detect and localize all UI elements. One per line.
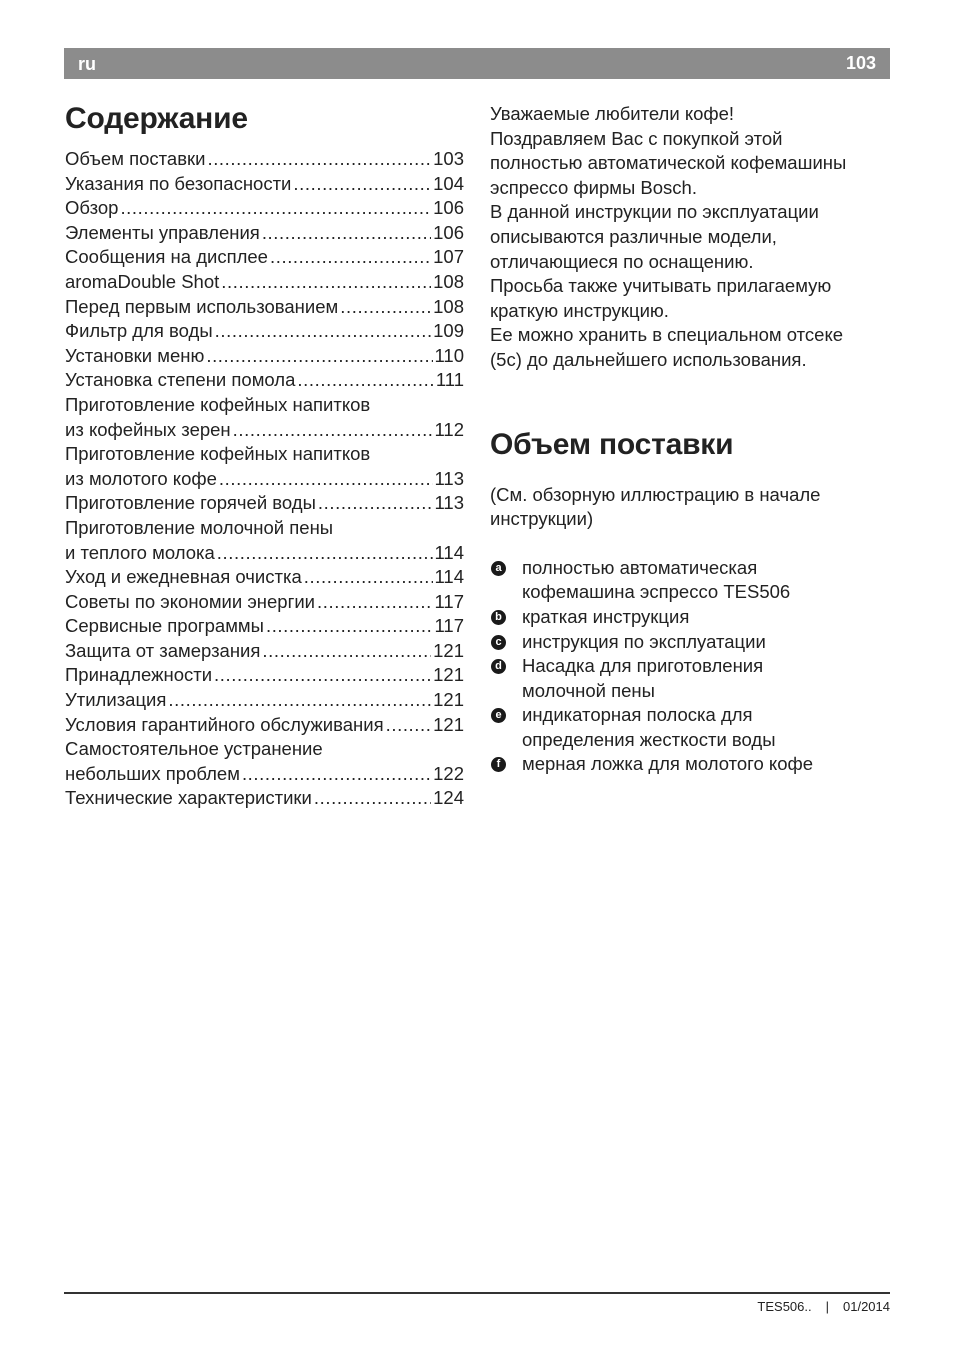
toc-entry-page: 117 (434, 615, 464, 637)
footer-date: 01/2014 (843, 1299, 890, 1314)
toc-entry-page: 111 (435, 369, 464, 391)
toc-entry-title: Приготовление кофейных напитков (65, 443, 371, 465)
toc-line (65, 663, 464, 688)
intro-line: эспрессо фирмы Bosch. (490, 176, 697, 198)
footer (757, 1299, 890, 1314)
contents-column (65, 100, 464, 811)
toc-entry-title: Фильтр для воды (65, 320, 213, 342)
toc-entry-page: 109 (433, 320, 464, 342)
toc-entry-title: Утилизация (65, 689, 167, 711)
toc-leader-dots (386, 713, 432, 738)
toc-entry-page: 103 (433, 148, 464, 169)
delivery-item (490, 703, 890, 752)
toc-line (65, 713, 464, 738)
item-letter-badge: e (491, 708, 506, 723)
toc-line (65, 786, 464, 811)
toc-entry (65, 295, 464, 320)
delivery-item-text: инструкция по эксплуатации (522, 630, 766, 652)
toc-entry-page: 108 (433, 270, 464, 292)
toc-leader-dots (317, 590, 432, 615)
toc-entry-title: Принадлежности (65, 664, 213, 686)
toc-entry-title: из молотого кофе (65, 467, 217, 489)
toc-line (65, 196, 464, 221)
toc-entry-title: Сервисные программы (65, 615, 264, 637)
note-line: (См. обзорную иллюстрацию в начале (490, 483, 821, 505)
header-bar (64, 48, 890, 79)
language-code: ru (78, 54, 96, 74)
item-letter-badge: d (491, 659, 506, 674)
toc-leader-dots (206, 344, 432, 369)
item-letter-badge: b (491, 610, 506, 625)
toc-entry-title: Приготовление горячей воды (65, 492, 316, 514)
toc-entry (65, 196, 464, 221)
toc-leader-dots (297, 368, 434, 393)
toc-entry-page: 106 (433, 221, 464, 243)
footer-separator: | (825, 1299, 829, 1314)
toc-entry-page: 121 (433, 713, 464, 735)
delivery-item (490, 654, 890, 703)
right-column (490, 102, 890, 777)
toc-entry-page: 122 (433, 762, 464, 784)
toc-entry-title: Защита от замерзания (65, 639, 261, 661)
toc-entry (65, 319, 464, 344)
toc-leader-dots (120, 196, 431, 221)
toc-entry-page: 106 (433, 197, 464, 219)
toc-entry-title: Советы по экономии энергии (65, 590, 316, 612)
page-number: 103 (845, 53, 876, 73)
toc-entry (65, 565, 464, 590)
delivery-item-text: кофемашина эспрессо TES506 (522, 581, 791, 603)
toc-entry (65, 663, 464, 688)
toc-leader-dots (242, 762, 431, 787)
toc-entry (65, 491, 464, 516)
toc-entry-title: Указания по безопасности (65, 172, 292, 194)
toc-entry-page: 114 (434, 566, 464, 588)
toc-leader-dots (219, 467, 433, 492)
intro-line: Ее можно хранить в специальном отсеке (490, 324, 844, 346)
toc-entry (65, 393, 464, 442)
toc-entry (65, 442, 464, 491)
intro-line: описываются различные модели, (490, 225, 777, 247)
toc-entry (65, 786, 464, 811)
delivery-note (490, 483, 890, 532)
toc-entry-page: 114 (434, 541, 464, 563)
toc-line (65, 319, 464, 344)
toc-entry-title: из кофейных зерен (65, 418, 231, 440)
item-letter-badge: a (491, 561, 506, 576)
delivery-item-text: индикаторная полоска для (522, 704, 753, 726)
delivery-item-text: краткая инструкция (522, 605, 690, 627)
intro-line: (5c) до дальнейшего использования. (490, 348, 807, 370)
toc-line (65, 614, 464, 639)
toc-entry (65, 221, 464, 246)
toc-entry-title: Установка степени помола (65, 369, 296, 391)
intro-line: Уважаемые любители кофе! (490, 103, 735, 124)
toc-list (65, 147, 464, 811)
delivery-item (490, 556, 890, 605)
delivery-list (490, 556, 890, 777)
toc-entry-page: 121 (433, 689, 464, 711)
delivery-item (490, 605, 890, 630)
toc-line (65, 762, 464, 787)
toc-line (65, 172, 464, 197)
toc-line (65, 295, 464, 320)
item-letter-badge: f (491, 757, 506, 772)
toc-entry-page: 121 (433, 639, 464, 661)
toc-line (65, 565, 464, 590)
toc-line (65, 688, 464, 713)
toc-entry-page: 107 (433, 246, 464, 268)
delivery-title: Объем поставки (490, 427, 734, 461)
toc-leader-dots (168, 688, 431, 713)
toc-entry-title: Элементы управления (65, 221, 260, 243)
toc-leader-dots (262, 221, 431, 246)
toc-entry-page: 117 (434, 590, 464, 612)
intro-line: краткую инструкцию. (490, 299, 669, 321)
toc-line (65, 344, 464, 369)
toc-line (65, 221, 464, 246)
footer-rule (64, 1292, 890, 1294)
toc-entry-title: Условия гарантийного обслуживания (65, 713, 384, 735)
toc-entry (65, 368, 464, 393)
toc-line (65, 491, 464, 516)
delivery-item-text: полностью автоматическая (522, 556, 758, 578)
toc-line (65, 418, 464, 443)
delivery-item-text: молочной пены (522, 679, 655, 701)
toc-line (65, 467, 464, 492)
toc-entry-title: Приготовление молочной пены (65, 516, 334, 538)
toc-leader-dots (318, 491, 433, 516)
delivery-item-text: определения жесткости воды (522, 728, 776, 750)
toc-leader-dots (217, 541, 433, 566)
intro-text (490, 102, 890, 373)
toc-leader-dots (266, 614, 433, 639)
toc-line (65, 590, 464, 615)
toc-entry (65, 737, 464, 786)
contents-title: Содержание (65, 102, 248, 135)
toc-line (65, 147, 464, 172)
footer-model: TES506.. (757, 1299, 812, 1314)
toc-leader-dots (262, 639, 431, 664)
toc-entry-page: 113 (434, 492, 464, 514)
toc-entry-page: 104 (433, 172, 464, 194)
toc-entry (65, 713, 464, 738)
item-letter-badge: c (491, 635, 506, 650)
toc-entry-title: Приготовление кофейных напитков (65, 393, 371, 415)
intro-line: Поздравляем Вас с покупкой этой (490, 127, 783, 149)
toc-line (65, 368, 464, 393)
toc-entry-title: Объем поставки (65, 148, 206, 169)
intro-line: отличающиеся по оснащению. (490, 250, 754, 272)
toc-entry (65, 147, 464, 172)
toc-entry-page: 121 (433, 664, 464, 686)
delivery-item-text: мерная ложка для молотого кофе (522, 753, 814, 775)
intro-line: полностью автоматической кофемашины (490, 152, 847, 174)
delivery-item (490, 630, 890, 655)
toc-entry-title: Технические характеристики (65, 787, 312, 809)
toc-entry-page: 112 (434, 418, 464, 440)
toc-entry-title: Установки меню (65, 344, 205, 366)
toc-line (65, 245, 464, 270)
toc-leader-dots (314, 786, 431, 811)
toc-line (65, 270, 464, 295)
toc-entry (65, 590, 464, 615)
toc-entry-page: 113 (434, 467, 464, 489)
toc-leader-dots (215, 319, 431, 344)
toc-leader-dots (214, 663, 431, 688)
toc-entry (65, 172, 464, 197)
toc-leader-dots (221, 270, 431, 295)
toc-entry-page: 124 (433, 787, 464, 809)
intro-line: Просьба также учитывать прилагаемую (490, 275, 832, 297)
toc-line (65, 639, 464, 664)
toc-entry-title: Сообщения на дисплее (65, 246, 268, 268)
toc-entry (65, 516, 464, 565)
toc-leader-dots (304, 565, 433, 590)
toc-leader-dots (270, 245, 431, 270)
toc-entry (65, 344, 464, 369)
toc-entry (65, 614, 464, 639)
toc-entry-title: небольших проблем (65, 762, 240, 784)
toc-entry-title: Обзор (65, 197, 119, 219)
delivery-item-text: Насадка для приготовления (522, 655, 764, 677)
note-line: инструкции) (490, 508, 594, 530)
toc-leader-dots (340, 295, 431, 320)
toc-entry-title: aromaDouble Shot (65, 270, 220, 292)
toc-entry-page: 110 (434, 344, 464, 366)
toc-entry-page: 108 (433, 295, 464, 317)
toc-entry (65, 270, 464, 295)
toc-leader-dots (293, 172, 431, 197)
delivery-item (490, 752, 890, 777)
toc-entry-title: и теплого молока (65, 541, 215, 563)
intro-line: В данной инструкции по эксплуатации (490, 201, 819, 223)
toc-entry-title: Перед первым использованием (65, 295, 339, 317)
toc-leader-dots (207, 147, 431, 172)
toc-leader-dots (233, 418, 433, 443)
toc-line (65, 541, 464, 566)
toc-entry (65, 639, 464, 664)
toc-entry (65, 688, 464, 713)
toc-entry (65, 245, 464, 270)
toc-entry-title: Самостоятельное устранение (65, 738, 323, 760)
toc-entry-title: Уход и ежедневная очистка (65, 566, 302, 588)
